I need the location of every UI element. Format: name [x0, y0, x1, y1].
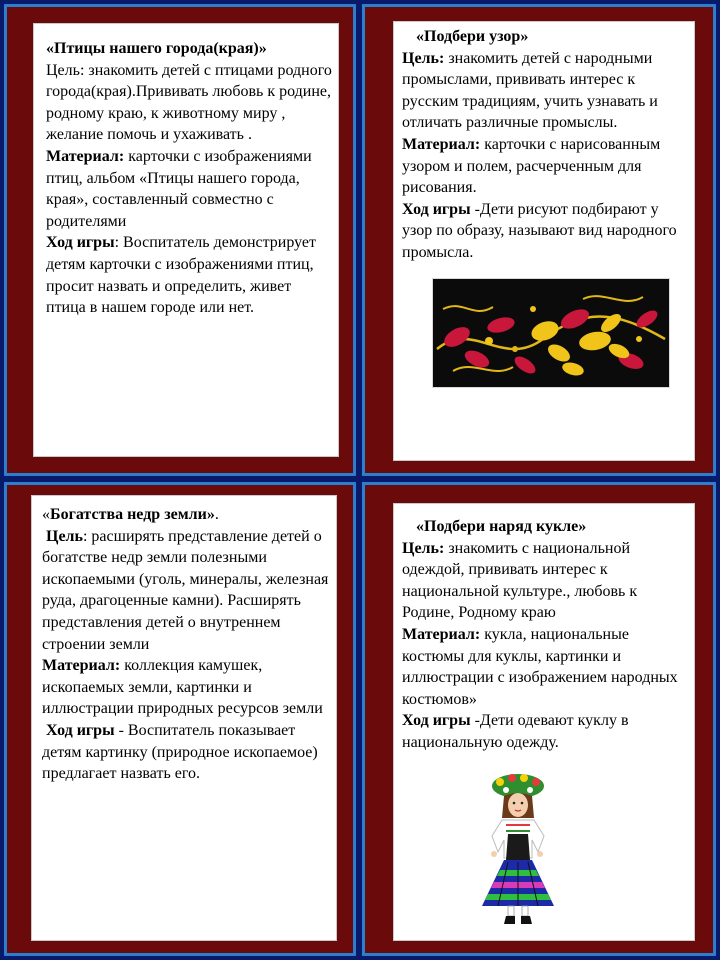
khokhloma-ornament-icon	[433, 279, 669, 387]
game-card-doll-outfit	[362, 482, 716, 956]
card-goal: Цель: знакомить детей с народными промыслами, прививать интерес к русским традициям, учить узнавать и отличать различные промыслы.	[402, 49, 658, 132]
card-panel	[393, 503, 695, 941]
card-game: Ход игры -Дети рисуют подбирают у узор по образу, называют вид народного промысла.	[402, 200, 677, 261]
card-title: «Подбери узор»	[416, 28, 529, 45]
card-game: Ход игры: Воспитатель демонстрирует детям карточки с изображениями птиц, просит назвать и определить, живет птица в нашем городе или нет.	[46, 234, 317, 317]
card-material: Материал: коллекция камушек, ископаемых земли, картинки и иллюстрации природных ресурсов земли	[42, 657, 323, 718]
card-material: Материал: карточки с нарисованным узором и полем, расчерченным для рисования.	[402, 135, 661, 197]
game-card-pattern	[362, 4, 716, 476]
card-goal: Цель: расширять представление детей о богатстве недр земли полезными ископаемыми (уголь, минералы, железная руда, драгоценные камни). Расширять представления детей о внутреннем строении земли	[42, 527, 329, 653]
card-panel	[33, 23, 339, 457]
khokhloma-pattern-image	[432, 278, 670, 388]
card-title: «Богатства недр земли».	[42, 506, 219, 523]
card-material: Материал: карточки с изображениями птиц, альбом «Птицы нашего города, края», составленный совместно с родителями	[46, 147, 312, 230]
card-game: Ход игры - Воспитатель показывает детям картинку (природное ископаемое) предлагает назвать его.	[42, 721, 318, 783]
card-goal: Цель: знакомить с национальной одеждой, прививать интерес к национальной культуре., любовь к Родине, Родному краю	[402, 539, 638, 622]
card-panel	[31, 495, 337, 941]
card-game: Ход игры -Дети одевают куклу в национальную одежду.	[402, 712, 629, 751]
doll-in-folk-costume-image	[468, 772, 568, 926]
card-material: Материал: кукла, национальные костюмы для куклы, картинки и иллюстрации с изображением народных костюмов»	[402, 625, 678, 708]
card-title: «Подбери наряд кукле»	[416, 518, 587, 535]
game-card-earth-resources	[4, 482, 356, 956]
doll-icon	[468, 772, 568, 926]
card-panel	[393, 21, 695, 461]
card-title: «Птицы нашего города(края)»	[46, 40, 267, 57]
game-card-birds	[4, 4, 356, 476]
card-goal: Цель: знакомить детей с птицами родного города(края).Прививать любовь к родине, родному краю, к животному миру , желание помочь и ухаживать .	[46, 61, 332, 144]
